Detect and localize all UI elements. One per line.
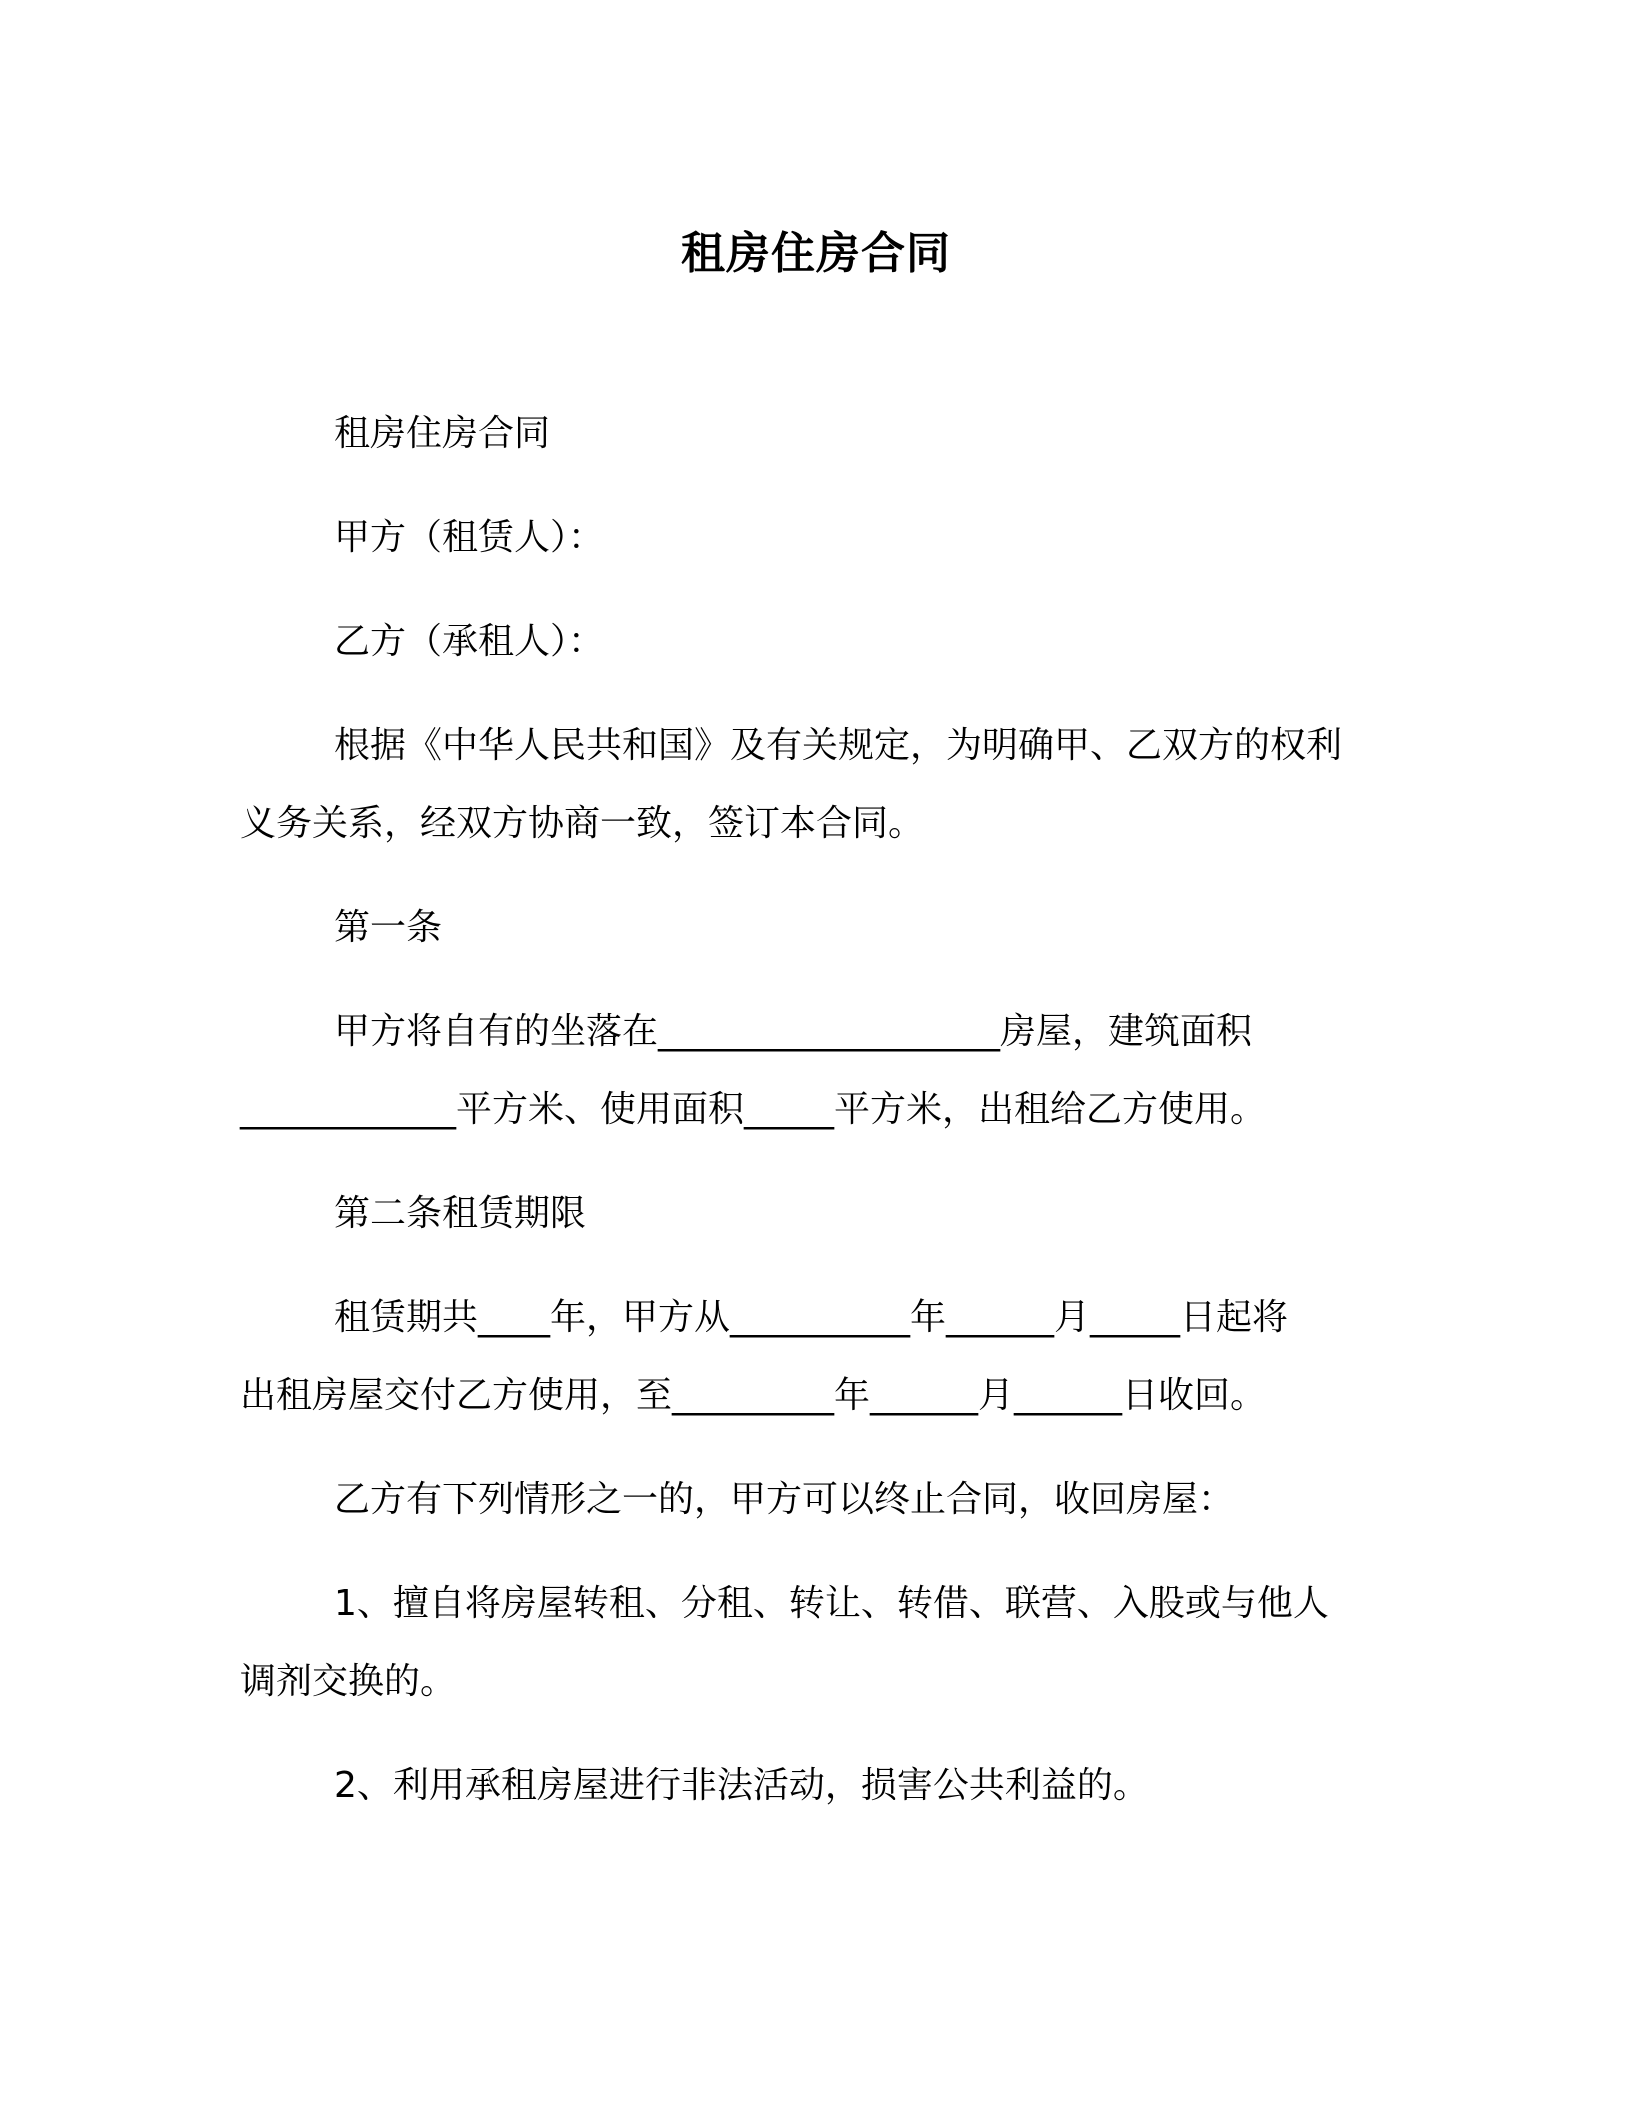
article-2-line-1: 租赁期共____年，甲方从__________年______月_____日起将 [334,1297,1289,1338]
article-1-line-2: ____________平方米、使用面积_____平方米，出租给乙方使用。 [240,1089,1267,1130]
document-body [240,395,1392,1851]
article-2-heading: 第二条租赁期限 [334,1193,587,1234]
document-title: 租房住房合同 [681,228,951,279]
item-1-line-2: 调剂交换的。 [240,1661,457,1702]
termination-item-1 [240,1565,1392,1721]
termination-item-2: 2、利用承租房屋进行非法活动，损害公共利益的。 [334,1765,1149,1806]
preamble-line-2: 义务关系，经双方协商一致，签订本合同。 [240,803,925,844]
party-a-line: 甲方（租赁人）： [334,517,605,558]
subtitle-paragraph: 租房住房合同 [334,413,551,454]
party-b-line: 乙方（承租人）： [334,621,605,662]
article-1-line-1: 甲方将自有的坐落在___________________房屋，建筑面积 [334,1011,1253,1052]
article-2-line-2: 出租房屋交付乙方使用，至_________年______月______日收回。 [240,1375,1267,1416]
article-2-paragraph [240,1279,1392,1435]
item-1-line-1: 1、擅自将房屋转租、分租、转让、转借、联营、入股或与他人 [334,1583,1329,1624]
preamble-paragraph [240,707,1392,863]
preamble-line-1: 根据《中华人民共和国》及有关规定，为明确甲、乙双方的权利 [334,725,1343,766]
article-1-heading: 第一条 [334,907,443,948]
termination-intro: 乙方有下列情形之一的，甲方可以终止合同，收回房屋： [334,1479,1235,1520]
article-1-paragraph [240,993,1392,1149]
